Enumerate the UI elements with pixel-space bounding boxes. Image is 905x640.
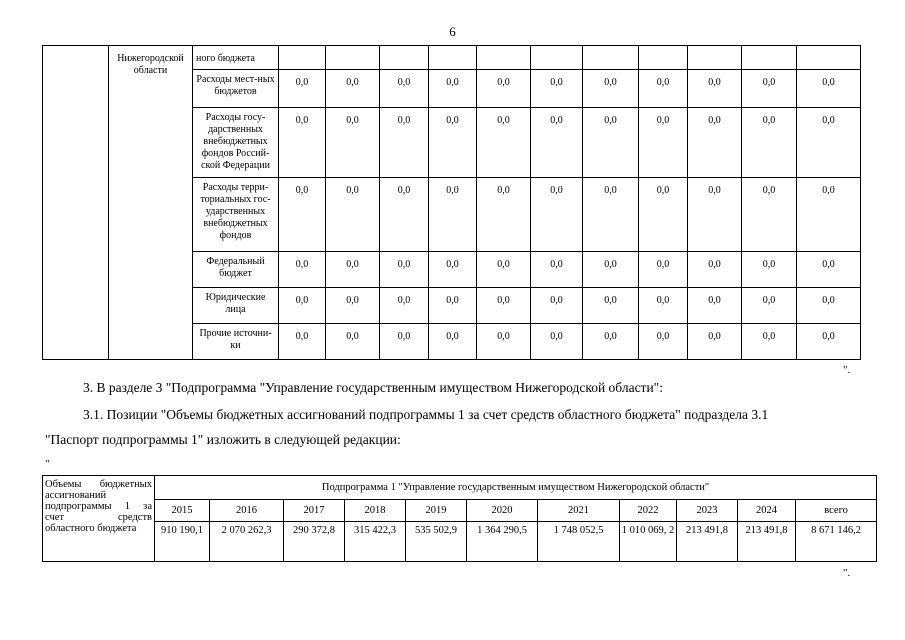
value-cell: 0,0 [326,252,380,288]
opening-quote: " [45,458,50,470]
value-cell: 0,0 [688,324,742,360]
value-cell: 0,0 [429,70,477,108]
value-cell: 0,0 [688,178,742,252]
value-cell: 0,0 [639,288,688,324]
value-cell: 0,0 [797,108,861,178]
year-cell: 2024 [738,500,796,522]
value-cell: 0,0 [742,288,797,324]
source-cell: Федеральный бюджет [193,252,279,288]
year-cell: 2015 [155,500,210,522]
value-cell: 0,0 [380,178,429,252]
closing-quote: ". [843,364,851,376]
year-cell: 2021 [538,500,620,522]
year-cell: 2016 [210,500,284,522]
value-cell: 0,0 [380,252,429,288]
paragraph-3-1-line2: "Паспорт подпрограммы 1" изложить в следующей редакции: [45,432,401,447]
value-cell: 0,0 [429,252,477,288]
amount-cell: 910 190,1 [155,522,210,562]
value-cell: 0,0 [279,70,326,108]
value-cell: 0,0 [583,178,639,252]
source-cell: Прочие источни-ки [193,324,279,360]
empty-cell [43,46,109,360]
page-number: 6 [449,24,456,39]
value-cell: 0,0 [639,70,688,108]
value-cell: 0,0 [326,324,380,360]
amount-cell: 213 491,8 [738,522,796,562]
value-cell: 0,0 [688,70,742,108]
value-cell: 0,0 [279,178,326,252]
value-cell: 0,0 [477,288,531,324]
value-cell: 0,0 [279,288,326,324]
value-cell: 0,0 [380,288,429,324]
value-cell: 0,0 [797,252,861,288]
closing-quote-2: ". [843,567,851,579]
value-cell: 0,0 [326,178,380,252]
subprogram-header: Подпрограмма 1 "Управление государственным имуществом Нижегородской области" [155,476,877,500]
table-row [43,46,861,70]
value-cell: 0,0 [742,108,797,178]
value-cell: 0,0 [326,108,380,178]
value-cell: 0,0 [477,108,531,178]
value-cell: 0,0 [279,324,326,360]
value-cell: 0,0 [531,108,583,178]
value-cell: 0,0 [742,178,797,252]
value-cell: 0,0 [429,108,477,178]
years-row [43,500,877,522]
value-cell: 0,0 [688,252,742,288]
source-cell: Расходы госу-дарственных внебюджетных фондов Россий-ской Федерации [193,108,279,178]
value-cell: 0,0 [429,324,477,360]
amount-cell: 535 502,9 [406,522,467,562]
year-cell: всего [796,500,877,522]
value-cell: 0,0 [531,178,583,252]
value-cell: 0,0 [429,288,477,324]
amount-cell: 1 010 069, 2 [620,522,677,562]
year-cell: 2022 [620,500,677,522]
value-cell: 0,0 [531,252,583,288]
value-cell: 0,0 [380,108,429,178]
value-cell: 0,0 [639,178,688,252]
value-cell: 0,0 [583,252,639,288]
value-cell: 0,0 [639,108,688,178]
value-cell: 0,0 [583,324,639,360]
allocation-label-cell: Объемы бюджетных ассигнований подпрограммы 1 за счет средств областного бюджета [43,476,155,562]
value-cell: 0,0 [742,70,797,108]
value-cell: 0,0 [639,252,688,288]
year-cell: 2019 [406,500,467,522]
value-cell: 0,0 [742,252,797,288]
value-cell: 0,0 [326,70,380,108]
value-cell: 0,0 [797,288,861,324]
value-cell: 0,0 [429,178,477,252]
value-cell: 0,0 [531,324,583,360]
budget-allocation-table [42,475,877,562]
year-cell: 2023 [677,500,738,522]
value-cell: 0,0 [477,252,531,288]
values-row [43,522,877,562]
funding-sources-table [42,45,861,360]
value-cell: 0,0 [531,70,583,108]
paragraph-3-1-line1: 3.1. Позиции "Объемы бюджетных ассигнований подпрограммы 1 за счет средств областного бюджета" подраздела 3.1 [83,407,769,422]
value-cell: 0,0 [797,178,861,252]
value-cell: 0,0 [279,252,326,288]
source-cell: Расходы терри-ториальных гос-ударственных внебюджетных фондов [193,178,279,252]
year-cell: 2017 [284,500,345,522]
value-cell: 0,0 [477,178,531,252]
value-cell: 0,0 [797,70,861,108]
value-cell: 0,0 [688,288,742,324]
region-cell: Нижегородской области [109,46,193,360]
value-cell: 0,0 [326,288,380,324]
source-cell: Расходы мест-ных бюджетов [193,70,279,108]
value-cell: 0,0 [380,70,429,108]
amount-cell: 1 748 052,5 [538,522,620,562]
value-cell: 0,0 [797,324,861,360]
value-cell: 0,0 [742,324,797,360]
value-cell: 0,0 [688,108,742,178]
value-cell: 0,0 [583,108,639,178]
amount-cell: 213 491,8 [677,522,738,562]
amount-cell: 290 372,8 [284,522,345,562]
paragraph-3: 3. В разделе 3 "Подпрограмма "Управление государственным имуществом Нижегородской области": [83,380,663,395]
amount-cell: 1 364 290,5 [467,522,538,562]
value-cell: 0,0 [583,288,639,324]
year-cell: 2020 [467,500,538,522]
value-cell: 0,0 [639,324,688,360]
value-cell: 0,0 [279,108,326,178]
value-cell: 0,0 [477,324,531,360]
source-header-cell: ного бюджета [193,46,279,70]
amount-cell: 8 671 146,2 [796,522,877,562]
value-cell: 0,0 [531,288,583,324]
amount-cell: 2 070 262,3 [210,522,284,562]
value-cell: 0,0 [477,70,531,108]
value-cell: 0,0 [380,324,429,360]
value-cell: 0,0 [583,70,639,108]
amount-cell: 315 422,3 [345,522,406,562]
source-cell: Юридические лица [193,288,279,324]
year-cell: 2018 [345,500,406,522]
